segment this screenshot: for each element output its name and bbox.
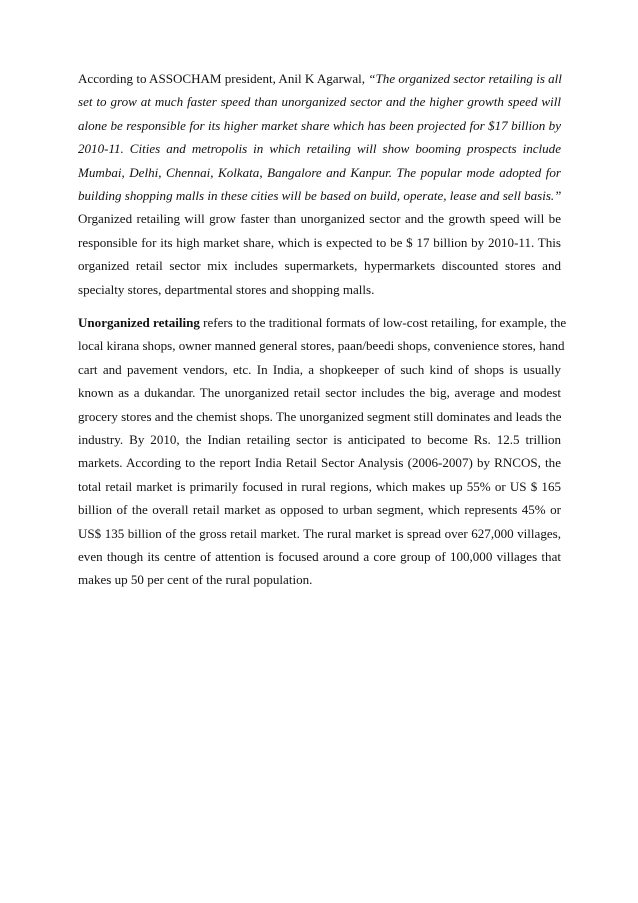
text-run: US$ 135 billion of the gross retail market. The rural market is spread over 627,000 villages, xyxy=(78,525,561,541)
text-line xyxy=(78,358,561,381)
text-line xyxy=(78,114,561,137)
text-run: According to ASSOCHAM president, Anil K Agarwal, xyxy=(78,71,369,86)
text-line xyxy=(78,428,561,451)
paragraph-unorganized-retailing xyxy=(78,311,567,592)
text-line xyxy=(78,207,561,230)
text-line xyxy=(78,231,561,254)
text-line xyxy=(78,254,561,277)
quoted-text: alone be responsible for its higher market share which has been projected for $17 billion by xyxy=(78,117,561,133)
quoted-text: 2010-11. Cities and metropolis in which retailing will show booming prospects include xyxy=(78,141,561,157)
text-run: markets. According to the report India Retail Sector Analysis (2006-2007) by RNCOS, the xyxy=(78,455,561,471)
text-run: billion of the overall retail market as opposed to urban segment, which represents 45% or xyxy=(78,502,561,518)
text-line xyxy=(78,67,561,90)
text-line xyxy=(78,161,561,184)
text-line xyxy=(78,334,565,357)
bold-term: Unorganized retailing xyxy=(78,315,200,330)
text-line xyxy=(78,90,561,113)
text-line xyxy=(78,278,561,301)
text-line xyxy=(78,498,561,521)
text-line xyxy=(78,545,561,568)
text-run: organized retail sector mix includes supermarkets, hypermarkets discounted stores and xyxy=(78,258,561,274)
text-run: local kirana shops, owner manned general stores, paan/beedi shops, convenience stores, hand xyxy=(78,338,565,354)
text-run: industry. By 2010, the Indian retailing sector is anticipated to become Rs. 12.5 trillion xyxy=(78,431,561,447)
text-run: cart and pavement vendors, etc. In India, a shopkeeper of such kind of shops is usually xyxy=(78,361,561,377)
text-line xyxy=(78,311,567,334)
quoted-text: set to grow at much faster speed than unorganized sector and the higher growth speed will xyxy=(78,94,561,110)
text-run: total retail market is primarily focused in rural regions, which makes up 55% or US $ 165 xyxy=(78,478,561,494)
quoted-text: building shopping malls in these cities will be based on build, operate, lease and sell basis.” xyxy=(78,187,562,203)
text-line xyxy=(78,568,561,591)
quoted-text: “The organized sector retailing is all xyxy=(368,71,562,86)
text-line xyxy=(78,405,561,428)
paragraph-assocham-quote xyxy=(78,67,561,301)
text-line xyxy=(78,184,561,207)
text-run: responsible for its high market share, which is expected to be $ 17 billion by 2010-11. This xyxy=(78,234,561,250)
text-run: refers to the traditional formats of low-cost retailing, for example, the xyxy=(199,315,567,330)
text-run: even though its centre of attention is focused around a core group of 100,000 villages that xyxy=(78,548,561,564)
text-line xyxy=(78,475,561,498)
text-run: Organized retailing will grow faster than unorganized sector and the growth speed will be xyxy=(78,211,561,227)
text-run: makes up 50 per cent of the rural population. xyxy=(78,572,313,588)
text-run: grocery stores and the chemist shops. The unorganized segment still dominates and leads the xyxy=(78,408,562,424)
text-line xyxy=(78,137,561,160)
text-line xyxy=(78,451,561,474)
quoted-text: Mumbai, Delhi, Chennai, Kolkata, Bangalore and Kanpur. The popular mode adopted for xyxy=(78,164,561,180)
text-line xyxy=(78,381,561,404)
text-line xyxy=(78,522,561,545)
text-run: known as a dukandar. The unorganized retail sector includes the big, average and modest xyxy=(78,385,561,401)
text-run: specialty stores, departmental stores and shopping malls. xyxy=(78,281,375,297)
